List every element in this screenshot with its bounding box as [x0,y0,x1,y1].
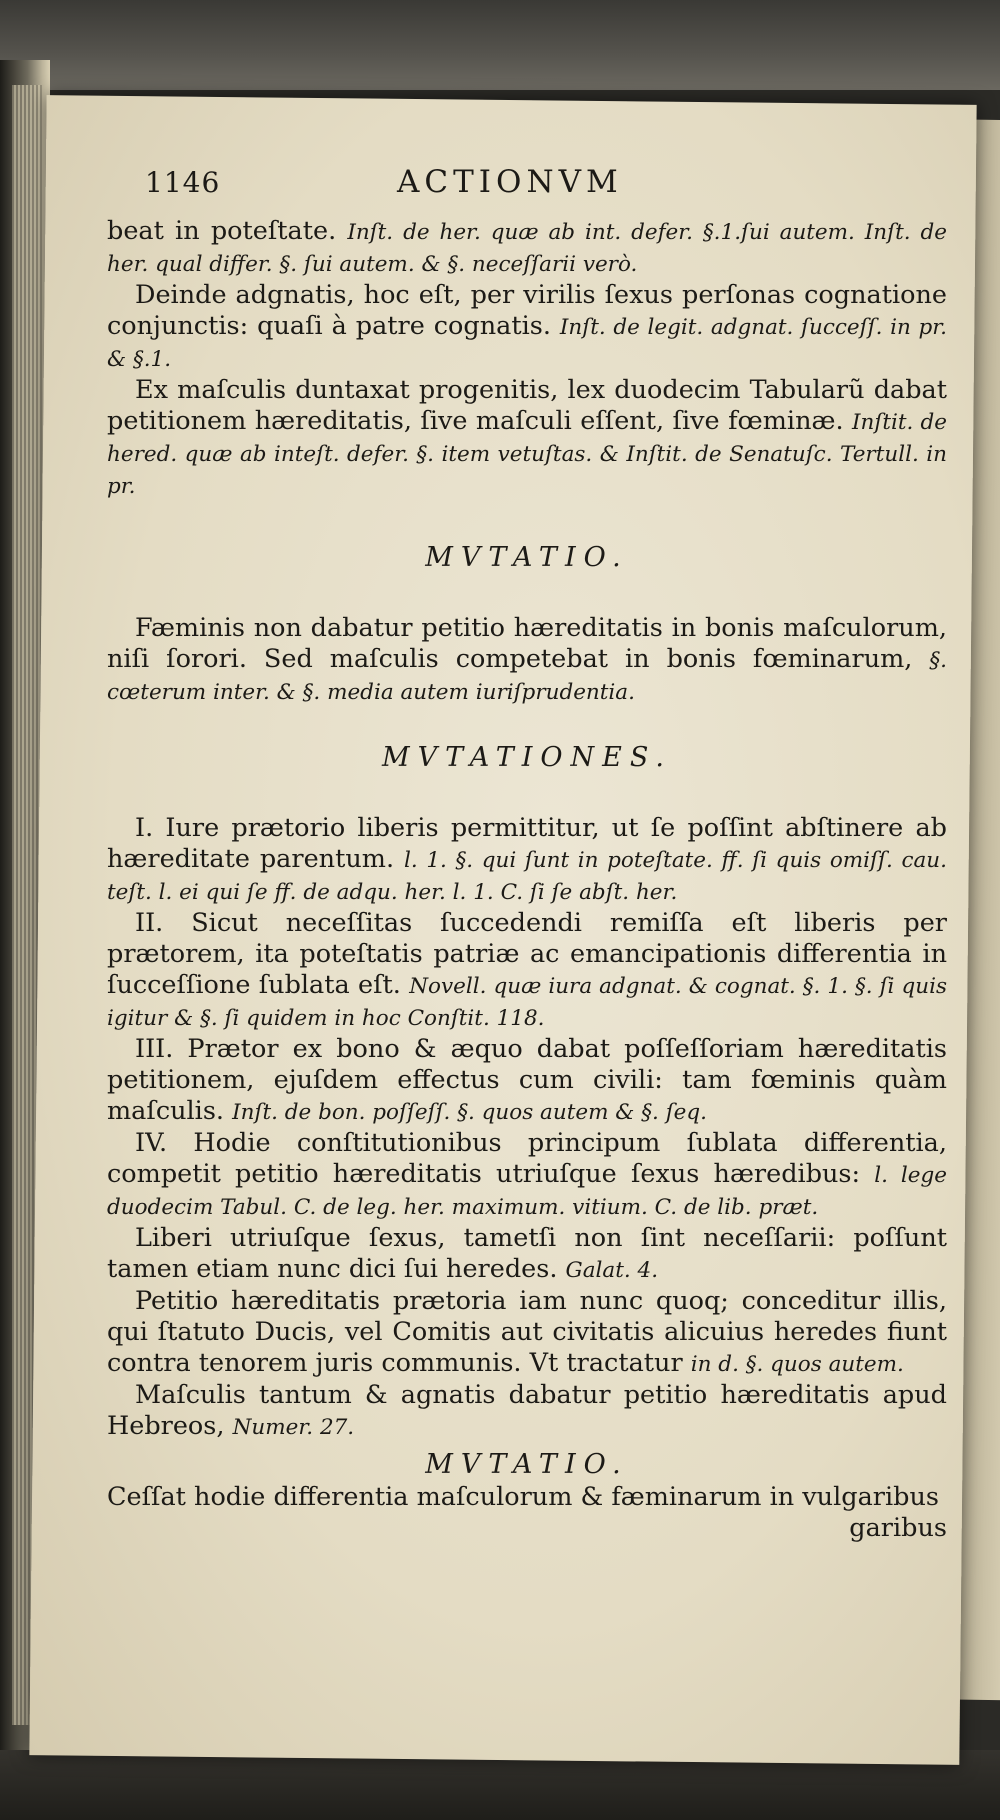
section-heading-mutatio-2: MVTATIO. [425,1449,629,1480]
mutation-item-3: III. Prætor ex bono & æquo dabat poſſeſſoriam hæreditatis petitionem, ejuſdem effectus cum civili: tam fœminis quàm maſculis. Inſt. de bon. poſſeſſ. §. quos autem & §. ſeq. [107,1034,947,1126]
mutation-item-4: IV. Hodie conſtitutionibus principum ſublata differentia, competit petitio hæreditatis utriuſque ſexus hæredibus: l. lege duodecim Tabul. C. de leg. her. maximum. vitium. C. de lib. præt. [107,1128,947,1220]
citation: l. lege duodecim Tabul. C. de leg. her. maximum. vitium. C. de lib. præt. [107,1163,947,1220]
citation: Inſt. de legit. adgnat. ſucceſſ. in pr. & §.1. [107,315,947,372]
paragraph-feminis: Fæminis non dabatur petitio hæreditatis in bonis maſculorum, niſi ſorori. Sed maſculis competebat in bonis fœminarum, §. cœterum inter. & §. media autem iuriſprudentia. [107,613,947,705]
paragraph-hebreos: Maſculis tantum & agnatis dabatur petitio hæreditatis apud Hebreos, Numer. 27. [107,1380,947,1441]
citation: Inſt. de her. quæ ab int. defer. §.1.ſui autem. Inſt. de her. qual differ. §. ſui autem. & §. neceſſarii verò. [107,220,947,277]
paragraph-cessat: Ceſſat hodie differentia maſculorum & fæminarum in vulgaribus [107,1482,939,1512]
paragraph-liberi: Liberi utriuſque ſexus, tametſi non ſint neceſſarii: poſſunt tamen etiam nunc dici ſui heredes. Galat. 4. [107,1223,947,1284]
mutation-item-1: I. Iure prætorio liberis permittitur, ut ſe poſſint abſtinere ab hæreditate parentum. l. 1. §. qui ſunt in poteſtate. ff. ſi quis omiſſ. cau. teſt. l. ei qui ſe ff. de adqu. her. l. 1. C. ſi ſe abſt. her. [107,813,947,905]
citation: Inſtit. de hered. quæ ab inteſt. defer. §. item vetuſtas. & Inſtit. de Senatuſc. Tertull. in pr. [107,410,947,499]
citation: in d. §. quos autem. [690,1352,904,1377]
running-title: ACTIONVM [397,164,623,200]
citation: l. 1. §. qui ſunt in poteſtate. ff. ſi quis omiſſ. cau. teſt. l. ei qui ſe ff. de adqu. her. l. 1. C. ſi ſe abſt. her. [107,848,947,905]
section-heading-mutationes: MVTATIONES. [382,742,672,773]
catchword: garibus [849,1513,947,1543]
paragraph-ex-masculis: Ex maſculis duntaxat progenitis, lex duodecim Tabularũ dabat petitionem hæreditatis, ſive maſculi eſſent, ſive fœminæ. Inſtit. de hered. quæ ab inteſt. defer. §. item vetuſtas. & Inſtit. de Senatuſc. Tertull. in pr. [107,375,947,499]
citation: §. cœterum inter. & §. media autem iuriſprudentia. [107,648,947,705]
page-number: 1146 [145,166,221,199]
mutation-item-2: II. Sicut neceſſitas ſuccedendi remiſſa eſt liberis per prætorem, ita poteſtatis patriæ ac emancipationis differentia in ſucceſſione ſublata eſt. Novell. quæ iura adgnat. & cognat. §. 1. §. ſi quis igitur & §. ſi quidem in hoc Conſtit. 118. [107,908,947,1031]
paragraph-continuation: beat in poteſtate. Inſt. de her. quæ ab int. defer. §.1.ſui autem. Inſt. de her. qual differ. §. ſui autem. & §. neceſſarii verò. [107,216,947,277]
citation: Numer. 27. [232,1415,355,1440]
section-heading-mutatio: MVTATIO. [425,542,629,573]
page-text [107,160,947,1543]
running-head [107,160,947,216]
citation: Inſt. de bon. poſſeſſ. §. quos autem & §. ſeq. [232,1100,707,1125]
paragraph-petitio-praetoria: Petitio hæreditatis prætoria iam nunc quoq; conceditur illis, qui ſtatuto Ducis, vel Comitis aut civitatis alicuius heredes fiunt contra tenorem juris communis. Vt tractatur in d. §. quos autem. [107,1286,947,1378]
paragraph-adgnatis: Deinde adgnatis, hoc eſt, per virilis ſexus perſonas cognatione conjunctis: quaſi à patre cognatis. Inſt. de legit. adgnat. ſucceſſ. in pr. & §.1. [107,280,947,372]
citation: Galat. 4. [565,1258,659,1283]
citation: Novell. quæ iura adgnat. & cognat. §. 1. §. ſi quis igitur & §. ſi quidem in hoc Conſtit. 118. [107,974,947,1031]
book-top-edge [0,0,1000,90]
